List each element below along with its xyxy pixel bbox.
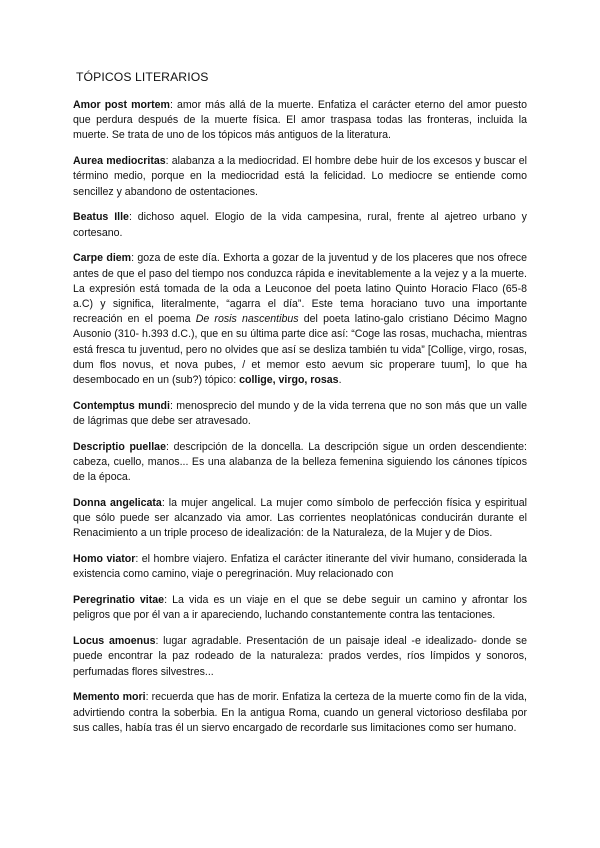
entry-definition: : goza de este día. Exhorta a gozar de la juventud y de los placeres que nos ofrece antes de que el paso del tiempo nos conduzca rápida e inevitablemente a la vejez y a la muerte. La expresión está tomada de la oda a Leuconoe del poeta latino Quinto Horacio Flaco (65-8 a.C) y significa, literalmente, “agarra el día”. Este tema horaciano tuvo una importante recreación en el poema <box>73 252 527 326</box>
entry-definition: : descripción de la doncella. La descripción sigue un orden descendiente: cabeza, cuello, manos... Es una alabanza de la belleza femenina siguiendo los cánones típicos de la época. <box>73 440 527 484</box>
entry-definition: : recuerda que has de morir. Enfatiza la certeza de la muerte como fin de la vida, advirtiendo contra la soberbia. En la antigua Roma, cuando un general victorioso desfilaba por sus calles, había tras él un siervo encargado de recordarle sus limitaciones como ser humano. <box>73 691 527 734</box>
entry-peregrinatio-vitae <box>73 593 527 623</box>
entry-term: Aurea mediocritas <box>73 155 166 168</box>
entry-term: Amor post mortem <box>73 99 170 111</box>
entry-homo-viator <box>73 552 527 582</box>
entry-amor-post-mortem <box>73 98 527 144</box>
entry-definition: : alabanza a la mediocridad. El hombre debe huir de los excesos y buscar el término medio, porque en la mediocridad está la felicidad. Lo mediocre se entiende como sencillez y abandono de ostentaciones. <box>73 155 527 198</box>
entry-definition-continued: del poeta latino-galo cristiano Décimo Magno Ausonio (310- h.393 d.C.), que en su última parte dice así: “Coge las rosas, muchacha, mientras está fresca tu juventud, pero no olvides que así se desliza también tu vida” [Collige, virgo, rosas, dum flos novus, et nova pubes, / et memor esto aevum sic properare tuum], lo que ha desembocado en un (sub?) tópico: <box>73 313 528 387</box>
entry-end-punctuation: . <box>338 374 342 387</box>
entry-term: Peregrinatio vitae <box>73 594 165 607</box>
entry-memento-mori <box>73 690 527 736</box>
entry-term: Beatus Ille <box>73 211 129 224</box>
entry-carpe-diem <box>73 251 527 388</box>
entry-term: Locus amoenus <box>73 635 156 648</box>
entry-contemptus-mundi <box>73 399 527 429</box>
entry-definition: : La vida es un viaje en el que se debe seguir un camino y afrontar los peligros que por él van a ir apareciendo, luchando constantemente contra las tentaciones. <box>73 594 528 622</box>
entry-definition: : menosprecio del mundo y de la vida terrena que no son más que un valle de lágrimas que debe ser atravesado. <box>73 399 527 428</box>
entry-definition: : el hombre viajero. Enfatiza el carácter itinerante del vivir humano, considerada la existencia como camino, viaje o peregrinación. Muy relacionado con <box>73 553 527 581</box>
entry-definition: : lugar agradable. Presentación de un paisaje ideal -e idealizado- donde se puede encontrar la paz rodeado de la naturaleza: prados verdes, ríos límpidos y sonoros, perfumadas flores silvestres... <box>73 635 527 678</box>
entry-aurea-mediocritas <box>73 154 527 200</box>
entry-term: Carpe diem <box>73 252 132 265</box>
entry-definition: : dichoso aquel. Elogio de la vida campesina, rural, frente al ajetreo urbano y cortesano. <box>73 211 527 239</box>
entry-term: Memento mori <box>73 691 146 704</box>
poem-title: De rosis nascentibus <box>195 313 299 326</box>
entry-definition: : amor más allá de la muerte. Enfatiza el carácter eterno del amor puesto que perdura después de la muerte física. El amor traspasa todas las fronteras, incluida la muerte. Se trata de uno de los tópicos más antiguos de la literatura. <box>73 99 527 142</box>
entry-term: Contemptus mundi <box>73 399 170 412</box>
entry-definition: : la mujer angelical. La mujer como símbolo de perfección física y espiritual que sólo puede ser alcanzado via amor. Las corrientes neoplatónicas conducirán durante el Renacimiento a un triple proceso de idealización: de la Naturaleza, de la Mujer y de Dios. <box>73 497 528 540</box>
entry-locus-amoenus <box>73 634 527 680</box>
entry-term: Donna angelicata <box>73 497 162 510</box>
document-title: TÓPICOS LITERARIOS <box>76 70 209 84</box>
entry-term: Descriptio puellae <box>73 440 166 453</box>
entry-term: Homo viator <box>73 553 136 566</box>
subtopic-highlight: collige, virgo, rosas <box>239 374 339 387</box>
entry-descriptio-puellae <box>73 440 527 486</box>
entry-beatus-ille <box>73 210 527 240</box>
entry-donna-angelicata <box>73 496 527 542</box>
